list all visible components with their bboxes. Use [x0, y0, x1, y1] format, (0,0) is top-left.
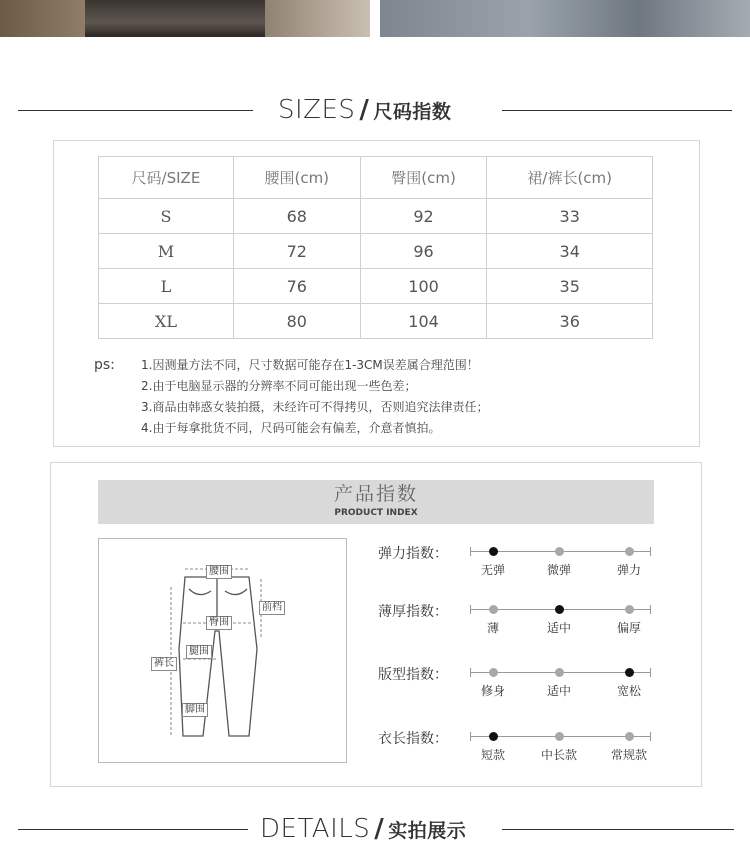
scale-end-tick	[470, 732, 471, 741]
cell-waist: 76	[233, 269, 360, 304]
scale-end-tick	[470, 668, 471, 677]
scale-dot	[489, 668, 498, 677]
cell-size: XL	[99, 304, 234, 339]
scale-option-label: 偏厚	[616, 621, 642, 635]
details-heading	[260, 814, 466, 844]
product-photo-left	[0, 0, 370, 37]
scale-dot-selected	[489, 732, 498, 741]
table-row	[99, 199, 653, 234]
note-line: 4.由于每拿批货不同，尺码可能会有偏差，介意者慎拍。	[141, 421, 441, 435]
cell-waist: 68	[233, 199, 360, 234]
index-row-label: 衣长指数：	[378, 731, 448, 747]
cell-length: 33	[487, 199, 653, 234]
scale-option-label: 弹力	[616, 563, 642, 577]
scale-dot	[555, 668, 564, 677]
index-row-length	[378, 728, 658, 768]
index-row-label: 版型指数：	[378, 667, 448, 683]
scale-option-label: 常规款	[610, 748, 648, 762]
scale-option-label: 薄	[486, 621, 500, 635]
scale-dot-selected	[625, 668, 634, 677]
cell-hip: 104	[360, 304, 487, 339]
scale-option-label: 微弹	[546, 563, 572, 577]
header-hip: 臀围(cm)	[360, 157, 487, 199]
scale-option-label: 适中	[546, 684, 572, 698]
scale-end-tick	[650, 732, 651, 741]
scale-option-label: 宽松	[616, 684, 642, 698]
scale-end-tick	[470, 547, 471, 556]
product-index-title-en: PRODUCT INDEX	[334, 508, 418, 518]
scale-dot-selected	[489, 547, 498, 556]
label-hem: 脚围	[182, 703, 208, 717]
header-size: 尺码/SIZE	[99, 157, 234, 199]
size-table-header	[99, 157, 653, 199]
scale-option-label: 短款	[480, 748, 506, 762]
scale-end-tick	[650, 668, 651, 677]
note-line: 3.商品由韩惑女装拍摄，未经许可不得拷贝，否则追究法律责任；	[141, 400, 489, 414]
details-heading-en: DETAILS	[260, 814, 371, 844]
cell-waist: 72	[233, 234, 360, 269]
table-row	[99, 304, 653, 339]
divider-left	[18, 829, 248, 830]
pants-diagram	[98, 538, 347, 763]
divider-right	[502, 110, 732, 111]
cell-hip: 100	[360, 269, 487, 304]
scale-option-label: 修身	[480, 684, 506, 698]
product-index-title-cn: 产品指数	[333, 483, 418, 505]
scale-option-label: 适中	[546, 621, 572, 635]
sizes-heading-slash: /	[359, 95, 370, 125]
sizes-heading-cn: 尺码指数	[373, 101, 452, 123]
index-row-label: 薄厚指数：	[378, 604, 448, 620]
product-photo-right	[380, 0, 750, 37]
index-row-thickness	[378, 601, 658, 641]
cell-size: L	[99, 269, 234, 304]
header-waist: 腰围(cm)	[233, 157, 360, 199]
index-row-label: 弹力指数：	[378, 546, 448, 562]
index-row-elasticity	[378, 543, 658, 583]
scale-dot-selected	[555, 605, 564, 614]
scale-option-label: 无弹	[480, 563, 506, 577]
note-line: 2.由于电脑显示器的分辨率不同可能出现一些色差；	[141, 379, 417, 393]
cell-hip: 92	[360, 199, 487, 234]
cell-length: 35	[487, 269, 653, 304]
scale-dot	[555, 547, 564, 556]
scale-option-label: 中长款	[540, 748, 578, 762]
cell-length: 34	[487, 234, 653, 269]
divider-right	[502, 829, 734, 830]
product-index-banner	[98, 480, 654, 524]
scale-dot	[489, 605, 498, 614]
scale-end-tick	[650, 547, 651, 556]
table-row	[99, 269, 653, 304]
scale-dot	[625, 732, 634, 741]
cell-waist: 80	[233, 304, 360, 339]
cell-size: S	[99, 199, 234, 234]
label-front-rise: 前档	[259, 601, 285, 615]
sizes-heading	[278, 95, 451, 125]
note-line: 1.因测量方法不同，尺寸数据可能存在1-3CM误差属合理范围！	[141, 358, 479, 372]
sizes-heading-en: SIZES	[278, 95, 356, 125]
divider-left	[18, 110, 253, 111]
label-hip: 臀围	[206, 616, 232, 630]
details-heading-slash: /	[374, 814, 385, 844]
label-waist: 腰围	[206, 565, 232, 579]
details-heading-cn: 实拍展示	[388, 820, 467, 842]
notes-prefix: ps:	[94, 357, 115, 373]
scale-dot	[555, 732, 564, 741]
header-length: 裙/裤长(cm)	[487, 157, 653, 199]
scale-dot	[625, 605, 634, 614]
label-length: 裤长	[151, 657, 177, 671]
scale-end-tick	[650, 605, 651, 614]
index-row-fit	[378, 664, 658, 704]
scale-end-tick	[470, 605, 471, 614]
scale-dot	[625, 547, 634, 556]
size-table	[98, 156, 653, 339]
table-row	[99, 234, 653, 269]
cell-hip: 96	[360, 234, 487, 269]
cell-size: M	[99, 234, 234, 269]
label-thigh: 腿围	[186, 645, 212, 659]
cell-length: 36	[487, 304, 653, 339]
